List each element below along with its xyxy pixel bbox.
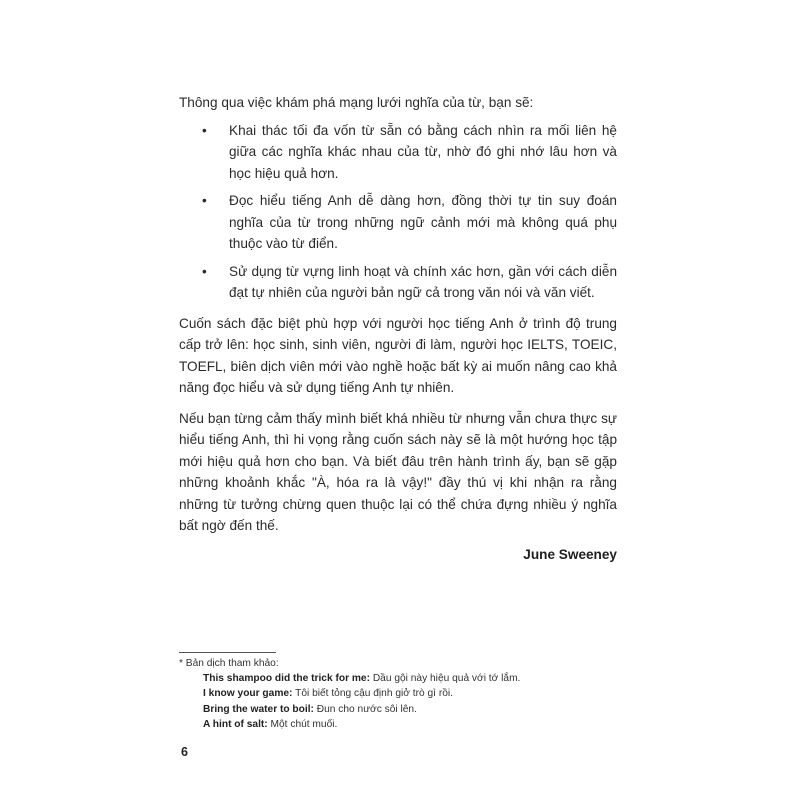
- footnote-item: [203, 671, 619, 686]
- footnote-item: [203, 717, 619, 732]
- footnote-item: [203, 702, 619, 717]
- bullet-dot: •: [202, 263, 207, 279]
- footnote-translation: Tôi biết tỏng cậu định giở trò gì rồi.: [292, 688, 453, 700]
- audience-paragraph: Cuốn sách đặc biệt phù hợp với người học tiếng Anh ở trình độ trung cấp trở lên: học sinh, sinh viên, người đi làm, người học IELTS, TOEIC, TOEFL, biên dịch viên mới vào nghề hoặc bất kỳ ai muốn nâng cao khả năng đọc hiểu và sử dụng tiếng Anh tự nhiên.: [179, 315, 617, 395]
- intro-sentence: Thông qua việc khám phá mạng lưới nghĩa của từ, bạn sẽ:: [179, 95, 534, 110]
- list-item: [179, 120, 617, 185]
- footnote-term: I know your game:: [203, 688, 293, 700]
- bullet-dot: •: [202, 122, 207, 138]
- list-item: [179, 190, 617, 255]
- footnote-term: This shampoo did the trick for me:: [203, 673, 370, 685]
- list-item-text: Đọc hiểu tiếng Anh dễ dàng hơn, đồng thời tự tin suy đoán nghĩa của từ trong những ngữ cảnh mới mà không quá phụ thuộc vào từ điển.: [229, 193, 617, 251]
- footnote-term: A hint of salt:: [203, 718, 268, 730]
- list-item-text: Khai thác tối đa vốn từ sẵn có bằng cách nhìn ra mối liên hệ giữa các nghĩa khác nhau của từ, nhờ đó ghi nhớ lâu hơn và học hiệu quả hơn.: [229, 122, 617, 181]
- author-signature: June Sweeney: [523, 546, 617, 562]
- footnote-term: Bring the water to boil:: [203, 703, 314, 715]
- footnotes: [179, 656, 619, 732]
- footnote-title: * Bản dịch tham khảo:: [179, 658, 279, 669]
- footnote-translation: Đun cho nước sôi lên.: [313, 703, 417, 715]
- footnote-item: [203, 686, 619, 701]
- list-item-text: Sử dụng từ vựng linh hoạt và chính xác hơn, gần với cách diễn đạt tự nhiên của người bản ngữ cả trong văn nói và văn viết.: [229, 263, 617, 300]
- page-number: 6: [181, 745, 188, 759]
- closing-paragraph: Nếu bạn từng cảm thấy mình biết khá nhiều từ nhưng vẫn chưa thực sự hiểu tiếng Anh, thì hi vọng rằng cuốn sách này sẽ là một hướng học tập mới hiệu quả hơn cho bạn. Và biết đâu trên hành trình ấy, bạn sẽ gặp những khoảnh khắc "À, hóa ra là vậy!" đầy thú vị khi nhận ra rằng những từ tưởng chừng quen thuộc lại có thể chứa đựng nhiều ý nghĩa bất ngờ đến thế.: [179, 410, 617, 533]
- footnote-translation: Dầu gội này hiệu quả với tớ lắm.: [369, 673, 521, 685]
- list-item: [179, 261, 617, 304]
- benefits-list: [179, 120, 617, 304]
- main-text: [179, 92, 617, 565]
- bullet-dot: •: [202, 193, 207, 208]
- footnote-translation: Một chút muối.: [267, 718, 338, 730]
- footnote-divider: [179, 652, 276, 653]
